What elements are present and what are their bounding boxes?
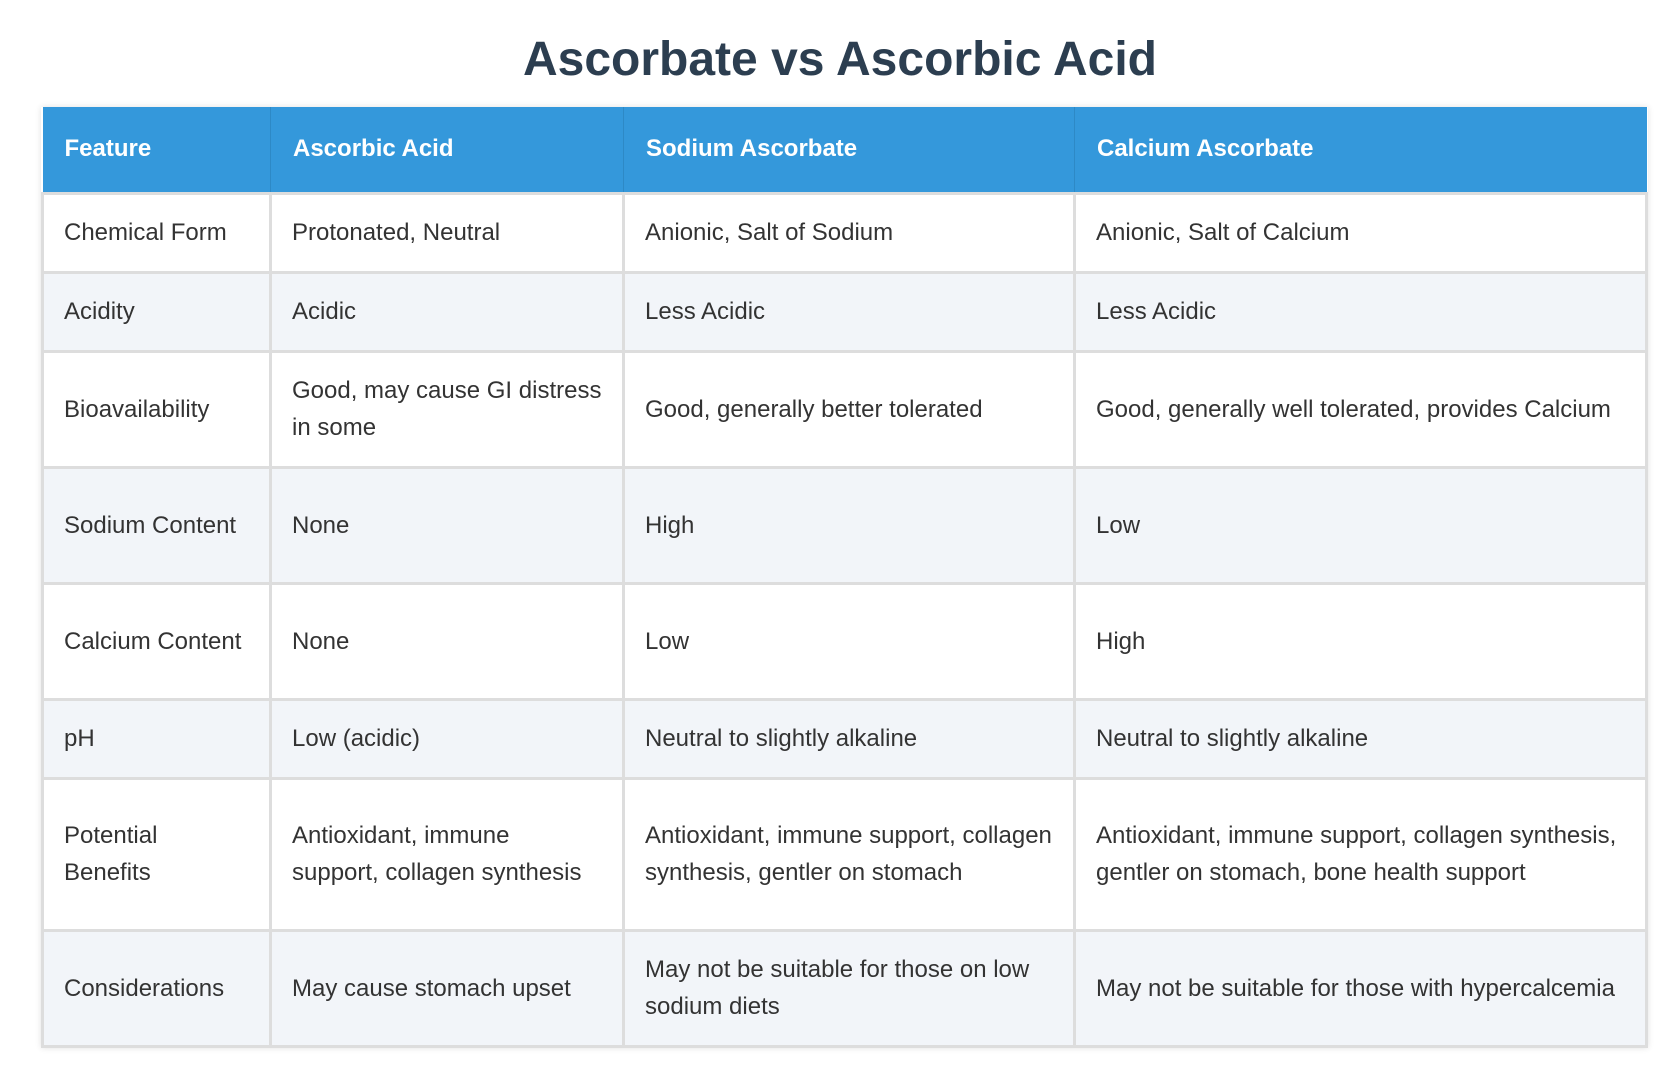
header-calcium-ascorbate: Calcium Ascorbate: [1075, 107, 1647, 193]
table-row: [43, 351, 1647, 467]
ascorbic-acid-cell: Protonated, Neutral: [271, 193, 624, 272]
header-ascorbic-acid: Ascorbic Acid: [271, 107, 624, 193]
table-row: [43, 467, 1647, 583]
table-row: [43, 930, 1647, 1046]
calcium-ascorbate-cell: Anionic, Salt of Calcium: [1075, 193, 1647, 272]
header-sodium-ascorbate: Sodium Ascorbate: [624, 107, 1075, 193]
sodium-ascorbate-cell: Anionic, Salt of Sodium: [624, 193, 1075, 272]
table-body: [43, 193, 1647, 1046]
ascorbic-acid-cell: None: [271, 467, 624, 583]
table-row: [43, 193, 1647, 272]
ascorbic-acid-cell: Low (acidic): [271, 699, 624, 778]
table-row: [43, 778, 1647, 930]
feature-cell: Acidity: [43, 272, 271, 351]
header-feature: Feature: [43, 107, 271, 193]
calcium-ascorbate-cell: Low: [1075, 467, 1647, 583]
ascorbic-acid-cell: Acidic: [271, 272, 624, 351]
header-row: [43, 107, 1647, 193]
calcium-ascorbate-cell: High: [1075, 583, 1647, 699]
sodium-ascorbate-cell: Neutral to slightly alkaline: [624, 699, 1075, 778]
table-row: [43, 272, 1647, 351]
ascorbic-acid-cell: Good, may cause GI distress in some: [271, 351, 624, 467]
table-header: [43, 107, 1647, 193]
page-title: Ascorbate vs Ascorbic Acid: [522, 33, 1157, 86]
ascorbic-acid-cell: May cause stomach upset: [271, 930, 624, 1046]
calcium-ascorbate-cell: May not be suitable for those with hypercalcemia: [1075, 930, 1647, 1046]
feature-cell: pH: [43, 699, 271, 778]
sodium-ascorbate-cell: May not be suitable for those on low sodium diets: [624, 930, 1075, 1046]
sodium-ascorbate-cell: Less Acidic: [624, 272, 1075, 351]
sodium-ascorbate-cell: High: [624, 467, 1075, 583]
feature-cell: Chemical Form: [43, 193, 271, 272]
ascorbic-acid-cell: Antioxidant, immune support, collagen synthesis: [271, 778, 624, 930]
comparison-table: [41, 107, 1648, 1048]
sodium-ascorbate-cell: Low: [624, 583, 1075, 699]
calcium-ascorbate-cell: Neutral to slightly alkaline: [1075, 699, 1647, 778]
table-row: [43, 583, 1647, 699]
calcium-ascorbate-cell: Antioxidant, immune support, collagen synthesis, gentler on stomach, bone health support: [1075, 778, 1647, 930]
feature-cell: Potential Benefits: [43, 778, 271, 930]
sodium-ascorbate-cell: Good, generally better tolerated: [624, 351, 1075, 467]
feature-cell: Calcium Content: [43, 583, 271, 699]
sodium-ascorbate-cell: Antioxidant, immune support, collagen synthesis, gentler on stomach: [624, 778, 1075, 930]
feature-cell: Bioavailability: [43, 351, 271, 467]
table-row: [43, 699, 1647, 778]
calcium-ascorbate-cell: Good, generally well tolerated, provides Calcium: [1075, 351, 1647, 467]
ascorbic-acid-cell: None: [271, 583, 624, 699]
feature-cell: Sodium Content: [43, 467, 271, 583]
feature-cell: Considerations: [43, 930, 271, 1046]
calcium-ascorbate-cell: Less Acidic: [1075, 272, 1647, 351]
